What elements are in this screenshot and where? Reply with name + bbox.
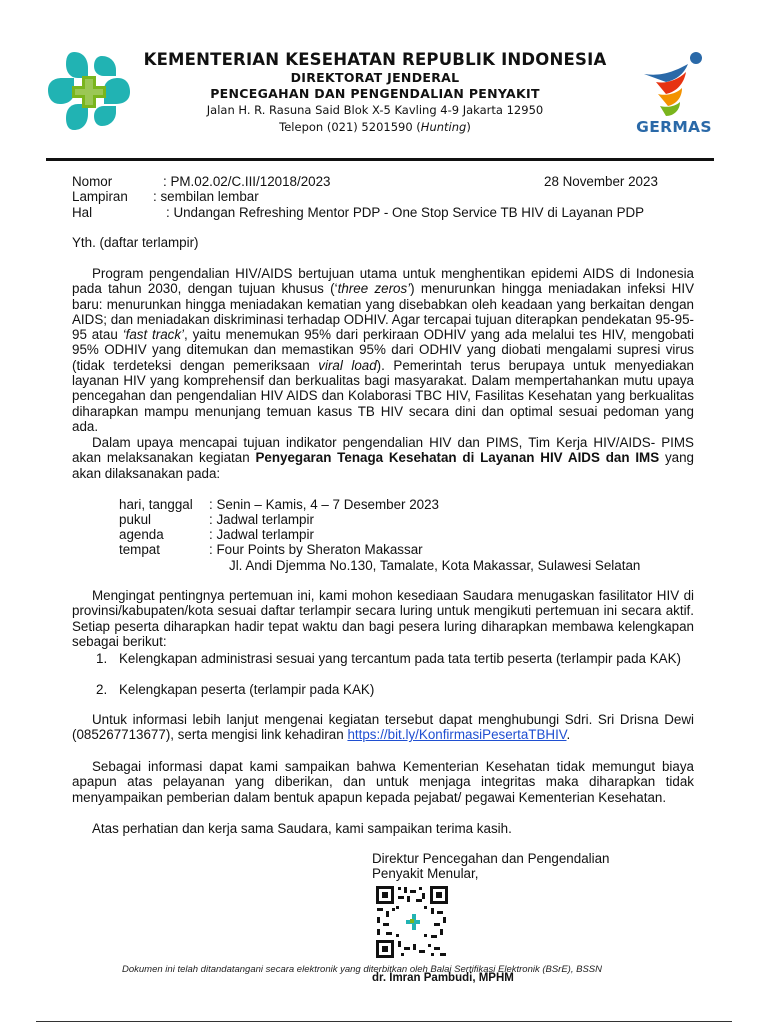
list-item-number: 2. (96, 682, 108, 697)
attendance-link[interactable]: https://bit.ly/KonfirmasiPesertaTBHIV (347, 727, 567, 743)
germas-logo (626, 46, 722, 138)
lampiran-label: Lampiran (72, 189, 128, 204)
germas-label: GERMAS (636, 118, 712, 136)
letterhead-divider (46, 158, 714, 161)
list-item-number: 1. (96, 651, 108, 666)
signatory-title-line2: Penyakit Menular, (372, 866, 479, 881)
lampiran-value: : sembilan lembar (153, 189, 259, 204)
signatory-name: dr. Imran Pambudi, MPHM (372, 972, 514, 984)
venue-address: Jl. Andi Djemma No.130, Tamalate, Kota Makassar, Sulawesi Selatan (229, 558, 641, 573)
signatory-title-line1: Direktur Pencegahan dan Pengendalian (372, 851, 610, 866)
list-item: Kelengkapan administrasi sesuai yang tercantum pada tata tertib peserta (terlampir pada KAK) (119, 651, 681, 666)
paragraph-integrity: Sebagai informasi dapat kami sampaikan bahwa Kementerian Kesehatan tidak memungut biaya apapun atas pelayanan yang diberikan, dan untuk menjaga integritas maka diharapkan tidak menyampaikan pemberian dalam bentuk apapun kepada pejabat/ pegawai Kementerian Kesehatan. (72, 759, 694, 805)
paragraph-program: Program pengendalian HIV/AIDS bertujuan utama untuk menghentikan epidemi AIDS di Indonesia pada tahun 2030, dengan tujuan khusus (‘three zeros’) menurunkan hingga meniadakan infeksi HIV baru: menurunkan hingga meniadakan kematian yang disebabkan oleh keadaan yang berkaitan dengan AIDS; dan meniadakan diskriminasi terhadap ODHIV. Agar tercapai tujuan diterapkan pendekatan 95-95-95 atau ‘fast track’, yaitu menemukan 95% dari perkiraan ODHIV yang ada melalui tes HIV, mengobati 95% ODHIV yang ditemukan dan memastikan 95% dari ODHIV yang diobati mengalami supresi virus (tidak terdeteksi dengan pemeriksaan viral load). Pemerintah terus berupaya untuk menyediakan layanan HIV yang komprehensif dan berkualitas bagi masyarakat. Dalam mempertahankan mutu upaya pencegahan dan pengendalian HIV AIDS dan Kolaborasi TBC HIV, Fasilitas Kesehatan yang berkualitas diharapkan mampu menunjang temuan kasus TB HIV secara dini dan optimal sesuai pedoman yang ada. (72, 266, 694, 434)
list-item: Kelengkapan peserta (terlampir pada KAK) (119, 682, 375, 697)
salutation: Yth. (daftar terlampir) (72, 235, 199, 250)
paragraph-request: Mengingat pentingnya pertemuan ini, kami mohon kesediaan Saudara menugaskan fasilitator HIV di provinsi/kabupaten/kota sesuai daftar terlampir secara luring untuk mengikuti pertemuan ini secara aktif. Setiap peserta diharapkan hadir tepat waktu dan bagi pesera luring diharapkan membawa kelengkapan sebagai berikut: (72, 588, 694, 649)
ministry-name: KEMENTERIAN KESEHATAN REPUBLIK INDONESIA (143, 50, 607, 69)
nomor-value: : PM.02.02/C.III/12018/2023 (163, 174, 331, 189)
paragraph-closing: Atas perhatian dan kerja sama Saudara, kami sampaikan terima kasih. (92, 821, 512, 836)
detail-value-place: : Four Points by Sheraton Makassar (209, 542, 423, 557)
detail-label-time: pukul (119, 512, 152, 527)
letter-date: 28 November 2023 (544, 174, 658, 189)
detail-label-date: hari, tanggal (119, 497, 193, 512)
qr-code-icon (374, 884, 450, 960)
footer-divider (36, 1021, 732, 1022)
detail-label-agenda: agenda (119, 527, 164, 542)
ministry-address: Jalan H. R. Rasuna Said Blok X-5 Kavling 4-9 Jakarta 12950 (206, 103, 544, 117)
ministry-phone: Telepon (021) 5201590 (Hunting) (279, 120, 471, 134)
detail-label-place: tempat (119, 542, 160, 557)
e-signature-footnote: Dokumen ini telah ditandatangani secara elektronik yang diterbitkan oleh Balai Sertifikasi Elektronik (BSrE), BSSN (122, 964, 602, 975)
detail-value-agenda: : Jadwal terlampir (209, 527, 314, 542)
paragraph-activity: Dalam upaya mencapai tujuan indikator pengendalian HIV dan PIMS, Tim Kerja HIV/AIDS- PIMS akan melaksanakan kegiatan Penyegaran Tenaga Kesehatan di Layanan HIV AIDS dan IMS yang akan dilaksanakan pada: (72, 435, 694, 481)
hal-label: Hal (72, 205, 93, 220)
hal-value: : Undangan Refreshing Mentor PDP - One Stop Service TB HIV di Layanan PDP (166, 205, 645, 220)
nomor-label: Nomor (72, 174, 113, 189)
detail-value-time: : Jadwal terlampir (209, 512, 314, 527)
letterhead-title (140, 50, 610, 136)
signature-qr-code (374, 884, 450, 960)
paragraph-contact: Untuk informasi lebih lanjut mengenai kegiatan tersebut dapat menghubungi Sdri. Sri Drisna Dewi (085267713677), serta mengisi link kehadiran https://bit.ly/KonfirmasiPesertaTBHIV. (72, 712, 694, 743)
detail-value-date: : Senin – Kamis, 4 – 7 Desember 2023 (209, 497, 440, 512)
directorate-line1: DIREKTORAT JENDERAL (290, 70, 460, 85)
germas-icon (626, 46, 722, 118)
ministry-logo (44, 46, 134, 136)
directorate-line2: PENCEGAHAN DAN PENGENDALIAN PENYAKIT (210, 86, 540, 101)
